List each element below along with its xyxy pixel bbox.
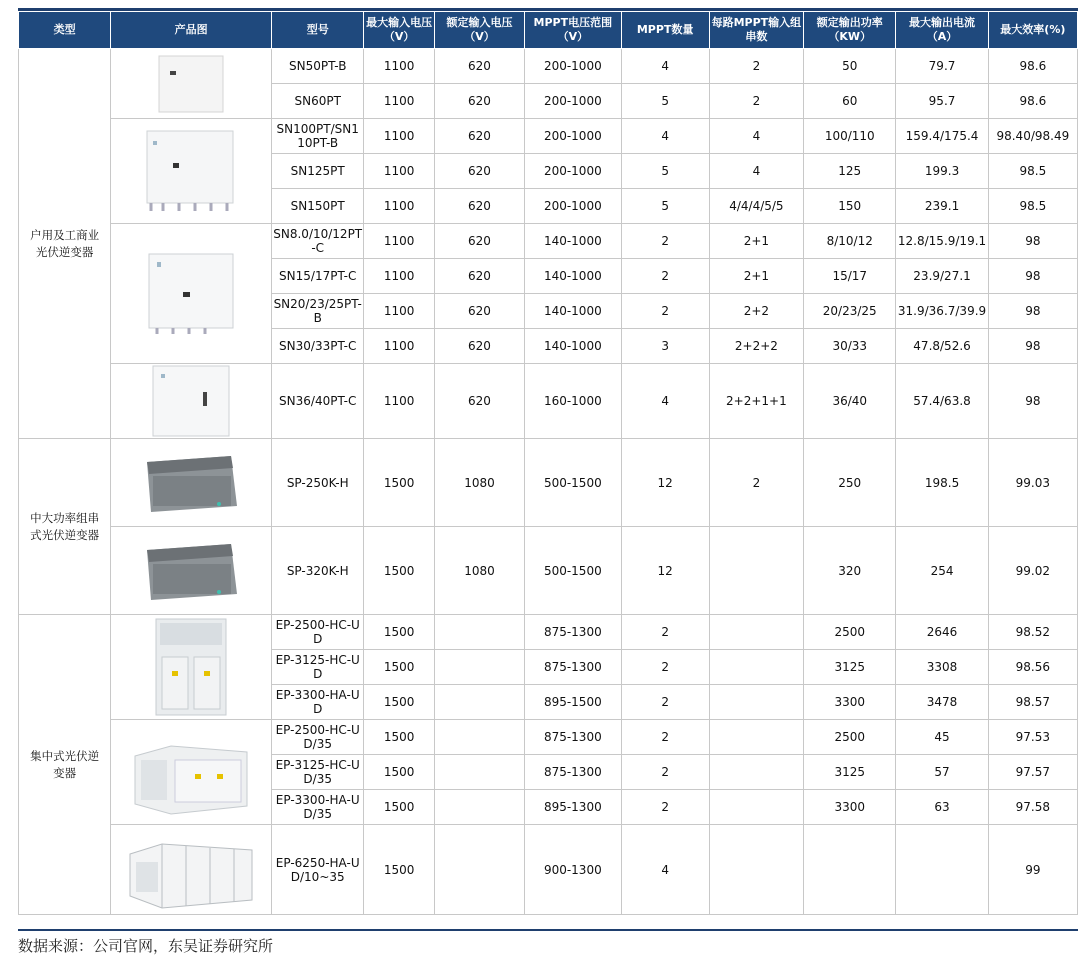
cell-strings-per-mppt: 2+2+1+1 bbox=[709, 364, 803, 439]
cell-max-efficiency: 98 bbox=[988, 259, 1077, 294]
cell-strings-per-mppt: 2 bbox=[709, 84, 803, 119]
cell-max-output-current: 63 bbox=[896, 790, 988, 825]
cell-max-efficiency: 99 bbox=[988, 825, 1077, 915]
cell-mppt-count: 2 bbox=[621, 650, 709, 685]
cell-mppt-voltage-range: 875-1300 bbox=[525, 755, 621, 790]
cell-max-efficiency: 98 bbox=[988, 364, 1077, 439]
cell-max-input-voltage: 1100 bbox=[364, 329, 435, 364]
cell-mppt-count: 2 bbox=[621, 685, 709, 720]
product-image-large-inverter bbox=[111, 119, 272, 224]
cell-strings-per-mppt bbox=[709, 615, 803, 650]
cell-mppt-count: 4 bbox=[621, 119, 709, 154]
cell-max-input-voltage: 1100 bbox=[364, 294, 435, 329]
cell-mppt-voltage-range: 900-1300 bbox=[525, 825, 621, 915]
table-bottom-rule bbox=[18, 929, 1078, 931]
cell-max-output-current: 3308 bbox=[896, 650, 988, 685]
table-row bbox=[19, 825, 1078, 915]
header-mppt-voltage-range: MPPT电压范围（V） bbox=[525, 12, 621, 49]
cell-rated-output-power bbox=[804, 825, 896, 915]
cell-mppt-count: 5 bbox=[621, 84, 709, 119]
cell-rated-output-power: 3125 bbox=[804, 755, 896, 790]
cell-strings-per-mppt: 4/4/4/5/5 bbox=[709, 189, 803, 224]
cell-max-input-voltage: 1500 bbox=[364, 755, 435, 790]
cell-max-input-voltage: 1100 bbox=[364, 119, 435, 154]
cell-mppt-voltage-range: 200-1000 bbox=[525, 49, 621, 84]
header-type: 类型 bbox=[19, 12, 111, 49]
cell-model: SN36/40PT-C bbox=[272, 364, 364, 439]
category-cell: 集中式光伏逆变器 bbox=[19, 615, 111, 915]
cell-model: SN150PT bbox=[272, 189, 364, 224]
cell-mppt-voltage-range: 200-1000 bbox=[525, 84, 621, 119]
cell-rated-input-voltage: 620 bbox=[434, 224, 524, 259]
cell-mppt-count: 5 bbox=[621, 189, 709, 224]
cell-model: EP-3300-HA-UD/35 bbox=[272, 790, 364, 825]
cell-max-efficiency: 97.58 bbox=[988, 790, 1077, 825]
cell-mppt-count: 2 bbox=[621, 259, 709, 294]
cell-rated-input-voltage bbox=[434, 790, 524, 825]
cell-rated-output-power: 50 bbox=[804, 49, 896, 84]
cell-mppt-count: 2 bbox=[621, 755, 709, 790]
cell-max-input-voltage: 1500 bbox=[364, 825, 435, 915]
cell-strings-per-mppt: 4 bbox=[709, 154, 803, 189]
cell-model: EP-2500-HC-UD bbox=[272, 615, 364, 650]
table-row bbox=[19, 49, 1078, 84]
cell-max-output-current: 3478 bbox=[896, 685, 988, 720]
cell-max-efficiency: 97.53 bbox=[988, 720, 1077, 755]
cell-rated-output-power: 150 bbox=[804, 189, 896, 224]
cell-strings-per-mppt bbox=[709, 527, 803, 615]
cell-rated-output-power: 250 bbox=[804, 439, 896, 527]
cell-mppt-voltage-range: 200-1000 bbox=[525, 119, 621, 154]
cell-max-output-current: 159.4/175.4 bbox=[896, 119, 988, 154]
table-row bbox=[19, 224, 1078, 259]
cell-max-output-current: 198.5 bbox=[896, 439, 988, 527]
header-rated-input-voltage: 额定输入电压（V） bbox=[434, 12, 524, 49]
cell-max-efficiency: 98.40/98.49 bbox=[988, 119, 1077, 154]
cell-max-efficiency: 99.02 bbox=[988, 527, 1077, 615]
cell-rated-input-voltage: 620 bbox=[434, 119, 524, 154]
cell-rated-input-voltage bbox=[434, 615, 524, 650]
cell-max-input-voltage: 1100 bbox=[364, 259, 435, 294]
source-note: 数据来源：公司官网，东吴证券研究所 bbox=[18, 937, 274, 955]
cell-mppt-count: 2 bbox=[621, 720, 709, 755]
cell-mppt-count: 4 bbox=[621, 49, 709, 84]
cell-rated-output-power: 30/33 bbox=[804, 329, 896, 364]
cell-max-output-current: 57 bbox=[896, 755, 988, 790]
cell-rated-input-voltage bbox=[434, 720, 524, 755]
cell-rated-input-voltage: 620 bbox=[434, 189, 524, 224]
header-product-image: 产品图 bbox=[111, 12, 272, 49]
cell-rated-input-voltage: 620 bbox=[434, 84, 524, 119]
cell-max-output-current: 95.7 bbox=[896, 84, 988, 119]
cell-max-input-voltage: 1500 bbox=[364, 685, 435, 720]
header-max-input-voltage: 最大输入电压（V） bbox=[364, 12, 435, 49]
table-row bbox=[19, 527, 1078, 615]
cell-mppt-voltage-range: 140-1000 bbox=[525, 224, 621, 259]
cell-max-input-voltage: 1100 bbox=[364, 154, 435, 189]
cell-max-output-current: 2646 bbox=[896, 615, 988, 650]
cell-max-output-current: 31.9/36.7/39.9 bbox=[896, 294, 988, 329]
cell-max-efficiency: 98.6 bbox=[988, 84, 1077, 119]
cell-max-input-voltage: 1500 bbox=[364, 790, 435, 825]
cell-mppt-count: 12 bbox=[621, 439, 709, 527]
cell-max-output-current: 12.8/15.9/19.1 bbox=[896, 224, 988, 259]
cell-max-input-voltage: 1500 bbox=[364, 527, 435, 615]
product-image-string-box bbox=[111, 439, 272, 527]
cell-rated-output-power: 3300 bbox=[804, 685, 896, 720]
cell-mppt-voltage-range: 895-1300 bbox=[525, 790, 621, 825]
cell-rated-output-power: 20/23/25 bbox=[804, 294, 896, 329]
product-image-string-box bbox=[111, 527, 272, 615]
cell-strings-per-mppt bbox=[709, 685, 803, 720]
cell-mppt-voltage-range: 895-1500 bbox=[525, 685, 621, 720]
cell-strings-per-mppt bbox=[709, 650, 803, 685]
cell-max-output-current: 57.4/63.8 bbox=[896, 364, 988, 439]
cell-max-input-voltage: 1500 bbox=[364, 720, 435, 755]
cell-rated-input-voltage bbox=[434, 650, 524, 685]
cell-max-efficiency: 99.03 bbox=[988, 439, 1077, 527]
cell-model: EP-3125-HC-UD/35 bbox=[272, 755, 364, 790]
cell-strings-per-mppt: 2 bbox=[709, 439, 803, 527]
cell-max-efficiency: 98 bbox=[988, 329, 1077, 364]
header-row bbox=[19, 12, 1078, 49]
cell-rated-input-voltage: 620 bbox=[434, 154, 524, 189]
header-max-output-current: 最大输出电流（A） bbox=[896, 12, 988, 49]
cell-rated-output-power: 36/40 bbox=[804, 364, 896, 439]
cell-rated-output-power: 100/110 bbox=[804, 119, 896, 154]
cell-rated-output-power: 2500 bbox=[804, 615, 896, 650]
cell-max-input-voltage: 1100 bbox=[364, 224, 435, 259]
cell-max-input-voltage: 1100 bbox=[364, 364, 435, 439]
cell-model: SP-250K-H bbox=[272, 439, 364, 527]
cell-mppt-count: 3 bbox=[621, 329, 709, 364]
cell-max-efficiency: 98.6 bbox=[988, 49, 1077, 84]
cell-max-output-current: 23.9/27.1 bbox=[896, 259, 988, 294]
cell-strings-per-mppt: 2+1 bbox=[709, 259, 803, 294]
cell-model: SN8.0/10/12PT-C bbox=[272, 224, 364, 259]
cell-max-efficiency: 98 bbox=[988, 224, 1077, 259]
cell-mppt-count: 4 bbox=[621, 825, 709, 915]
cell-rated-output-power: 2500 bbox=[804, 720, 896, 755]
cell-model: SN30/33PT-C bbox=[272, 329, 364, 364]
cell-model: SN100PT/SN110PT-B bbox=[272, 119, 364, 154]
cell-model: SN20/23/25PT-B bbox=[272, 294, 364, 329]
cell-model: SN125PT bbox=[272, 154, 364, 189]
cell-rated-output-power: 3300 bbox=[804, 790, 896, 825]
cell-mppt-count: 4 bbox=[621, 364, 709, 439]
cell-max-output-current: 239.1 bbox=[896, 189, 988, 224]
cell-max-input-voltage: 1500 bbox=[364, 615, 435, 650]
cell-model: SN60PT bbox=[272, 84, 364, 119]
cell-max-output-current: 199.3 bbox=[896, 154, 988, 189]
cell-max-output-current: 79.7 bbox=[896, 49, 988, 84]
cell-rated-output-power: 8/10/12 bbox=[804, 224, 896, 259]
cell-model: EP-6250-HA-UD/10~35 bbox=[272, 825, 364, 915]
header-model: 型号 bbox=[272, 12, 364, 49]
cell-rated-output-power: 15/17 bbox=[804, 259, 896, 294]
cell-mppt-count: 2 bbox=[621, 790, 709, 825]
cell-strings-per-mppt bbox=[709, 720, 803, 755]
cell-rated-input-voltage: 1080 bbox=[434, 439, 524, 527]
cell-mppt-voltage-range: 875-1300 bbox=[525, 720, 621, 755]
cell-max-output-current: 45 bbox=[896, 720, 988, 755]
cell-strings-per-mppt bbox=[709, 825, 803, 915]
category-cell: 户用及工商业光伏逆变器 bbox=[19, 49, 111, 439]
header-rated-output-power: 额定输出功率（KW） bbox=[804, 12, 896, 49]
table-row bbox=[19, 364, 1078, 439]
category-cell: 中大功率组串式光伏逆变器 bbox=[19, 439, 111, 615]
product-image-frame-station bbox=[111, 825, 272, 915]
cell-rated-output-power: 125 bbox=[804, 154, 896, 189]
cell-strings-per-mppt bbox=[709, 790, 803, 825]
cell-rated-input-voltage: 620 bbox=[434, 294, 524, 329]
cell-mppt-voltage-range: 875-1300 bbox=[525, 615, 621, 650]
cell-strings-per-mppt: 4 bbox=[709, 119, 803, 154]
cell-model: EP-3300-HA-UD bbox=[272, 685, 364, 720]
cell-max-efficiency: 98.52 bbox=[988, 615, 1077, 650]
cell-max-input-voltage: 1100 bbox=[364, 189, 435, 224]
cell-mppt-voltage-range: 500-1500 bbox=[525, 527, 621, 615]
cell-mppt-voltage-range: 140-1000 bbox=[525, 259, 621, 294]
cell-rated-input-voltage bbox=[434, 685, 524, 720]
cell-max-efficiency: 98.56 bbox=[988, 650, 1077, 685]
cell-max-efficiency: 98 bbox=[988, 294, 1077, 329]
cell-model: SP-320K-H bbox=[272, 527, 364, 615]
cell-rated-input-voltage: 620 bbox=[434, 49, 524, 84]
header-max-efficiency: 最大效率(%) bbox=[988, 12, 1077, 49]
cell-rated-input-voltage: 620 bbox=[434, 329, 524, 364]
cell-max-efficiency: 98.57 bbox=[988, 685, 1077, 720]
cell-mppt-count: 2 bbox=[621, 224, 709, 259]
cell-mppt-voltage-range: 500-1500 bbox=[525, 439, 621, 527]
inverter-spec-table bbox=[18, 11, 1078, 915]
cell-max-efficiency: 97.57 bbox=[988, 755, 1077, 790]
cell-rated-input-voltage bbox=[434, 755, 524, 790]
header-strings-per-mppt: 每路MPPT输入组串数 bbox=[709, 12, 803, 49]
cell-mppt-count: 2 bbox=[621, 294, 709, 329]
cell-max-output-current: 254 bbox=[896, 527, 988, 615]
cell-mppt-count: 5 bbox=[621, 154, 709, 189]
cell-strings-per-mppt bbox=[709, 755, 803, 790]
cell-max-input-voltage: 1100 bbox=[364, 49, 435, 84]
cell-rated-output-power: 320 bbox=[804, 527, 896, 615]
cell-max-input-voltage: 1500 bbox=[364, 439, 435, 527]
cell-rated-input-voltage: 620 bbox=[434, 259, 524, 294]
cell-rated-output-power: 60 bbox=[804, 84, 896, 119]
cell-mppt-count: 2 bbox=[621, 615, 709, 650]
cell-max-output-current bbox=[896, 825, 988, 915]
cell-mppt-voltage-range: 140-1000 bbox=[525, 294, 621, 329]
product-image-wall-inverter bbox=[111, 364, 272, 439]
product-image-mid-inverter bbox=[111, 224, 272, 364]
cell-rated-output-power: 3125 bbox=[804, 650, 896, 685]
cell-model: SN15/17PT-C bbox=[272, 259, 364, 294]
cell-model: EP-3125-HC-UD bbox=[272, 650, 364, 685]
cell-mppt-voltage-range: 200-1000 bbox=[525, 189, 621, 224]
header-mppt-count: MPPT数量 bbox=[621, 12, 709, 49]
product-image-small-inverter bbox=[111, 49, 272, 119]
table-row bbox=[19, 615, 1078, 650]
cell-model: SN50PT-B bbox=[272, 49, 364, 84]
product-image-central-cabinet bbox=[111, 615, 272, 720]
cell-rated-input-voltage bbox=[434, 825, 524, 915]
cell-max-input-voltage: 1500 bbox=[364, 650, 435, 685]
cell-model: EP-2500-HC-UD/35 bbox=[272, 720, 364, 755]
cell-strings-per-mppt: 2+2 bbox=[709, 294, 803, 329]
cell-strings-per-mppt: 2 bbox=[709, 49, 803, 84]
table-row bbox=[19, 119, 1078, 154]
cell-mppt-voltage-range: 200-1000 bbox=[525, 154, 621, 189]
cell-max-efficiency: 98.5 bbox=[988, 154, 1077, 189]
table-row bbox=[19, 439, 1078, 527]
cell-max-input-voltage: 1100 bbox=[364, 84, 435, 119]
table-row bbox=[19, 720, 1078, 755]
cell-strings-per-mppt: 2+1 bbox=[709, 224, 803, 259]
cell-max-output-current: 47.8/52.6 bbox=[896, 329, 988, 364]
cell-rated-input-voltage: 1080 bbox=[434, 527, 524, 615]
cell-mppt-voltage-range: 140-1000 bbox=[525, 329, 621, 364]
product-image-skid-station bbox=[111, 720, 272, 825]
cell-mppt-voltage-range: 160-1000 bbox=[525, 364, 621, 439]
cell-strings-per-mppt: 2+2+2 bbox=[709, 329, 803, 364]
cell-mppt-count: 12 bbox=[621, 527, 709, 615]
cell-max-efficiency: 98.5 bbox=[988, 189, 1077, 224]
cell-mppt-voltage-range: 875-1300 bbox=[525, 650, 621, 685]
cell-rated-input-voltage: 620 bbox=[434, 364, 524, 439]
